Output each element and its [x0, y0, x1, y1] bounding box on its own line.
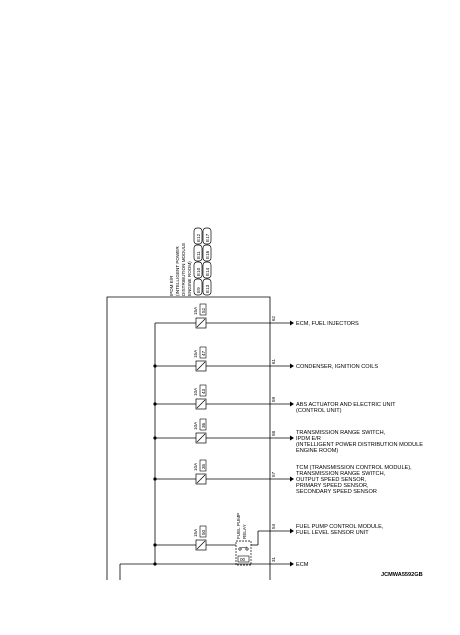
destination-label: ABS ACTUATOR AND ELECTRIC UNIT [296, 402, 396, 408]
destination-label: TCM (TRANSMISSION CONTROL MODULE), [296, 465, 412, 471]
terminal-number: 58 [271, 430, 276, 436]
terminal-number: 59 [271, 396, 276, 402]
ipdm-title-line: DISTRIBUTION MODULE [181, 242, 186, 296]
fuse-rating: 15A [193, 349, 198, 358]
terminal-number: 61 [271, 358, 276, 364]
destination-label: ECM, FUEL INJECTORS [296, 321, 359, 327]
destination-label: ENGINE ROOM) [296, 448, 339, 454]
ipdm-connectors [194, 228, 211, 295]
fuse-rating: 15A [193, 306, 198, 315]
fuse-circuit [153, 419, 423, 454]
fuse-circuit [153, 347, 378, 371]
connector-code: E17 [205, 233, 210, 242]
fuel-pump-relay [236, 513, 251, 565]
connector-code: E13 [205, 284, 210, 293]
connector-code: E12 [196, 233, 201, 242]
fuse-circuit [153, 523, 383, 550]
destination-label: TRANSMISSION RANGE SWITCH, [296, 430, 386, 436]
ipdm-title-line: ENGINE ROOM) [187, 261, 192, 296]
destination-label: OUTPUT SPEED SENSOR, [296, 477, 367, 483]
destination-label: IPDM E/R [296, 436, 321, 442]
connector-code: E11 [196, 251, 201, 259]
fuse-circuit [153, 385, 396, 414]
destination-label: (INTELLIGENT POWER DISTRIBUTION MODULE [296, 442, 424, 448]
connector-code: E9 [196, 287, 201, 293]
destination-label: SECONDARY SPEED SENSOR [296, 489, 377, 495]
ecm-circuit [120, 556, 309, 568]
destination-label: FUEL LEVEL SENSOR UNIT [296, 530, 369, 536]
destination-label: TRANSMISSION RANGE SWITCH, [296, 471, 386, 477]
terminal-number: 62 [271, 315, 276, 321]
fuse-number: 50 [201, 529, 206, 535]
destination-label: CONDENSER, IGNITION COILS [296, 364, 379, 370]
fuse-number: 43 [201, 388, 206, 394]
fuse-number: 52 [201, 307, 206, 313]
relay-code: 00 [240, 557, 246, 562]
connector-code: E14 [205, 267, 210, 276]
fuse-number: 35 [201, 463, 206, 469]
fuse-rating: 10A [193, 421, 198, 430]
fuse-rating: 15A [193, 528, 198, 537]
destination-label: (CONTROL UNIT) [296, 408, 342, 414]
fuse-rating: 10A [193, 387, 198, 396]
fuse-number: 36 [201, 422, 206, 428]
destination-label: FUEL PUMP CONTROL MODULE, [296, 524, 384, 530]
ipdm-title-line: IPDM E/R [169, 275, 174, 296]
relay-label: RELAY [242, 524, 247, 539]
fuse-rating: 10A [193, 462, 198, 471]
connector-code: E16 [205, 250, 210, 259]
fuse-number: 47 [201, 350, 206, 356]
terminal-number: 31 [271, 556, 276, 562]
terminal-number: 57 [271, 471, 276, 477]
relay-label: FUEL PUMP [236, 512, 241, 539]
figure-code: JCMWA5592GB [381, 572, 423, 578]
fuse-circuit [153, 460, 412, 495]
ipdm-title-line: (INTELLIGENT POWER [175, 246, 180, 296]
ipdm-title [169, 243, 192, 296]
terminal-number: 54 [271, 523, 276, 529]
connector-code: E10 [196, 267, 201, 276]
destination-label: ECM [296, 562, 309, 568]
fuse-circuit [155, 304, 359, 328]
destination-label: PRIMARY SPEED SENSOR, [296, 483, 369, 489]
